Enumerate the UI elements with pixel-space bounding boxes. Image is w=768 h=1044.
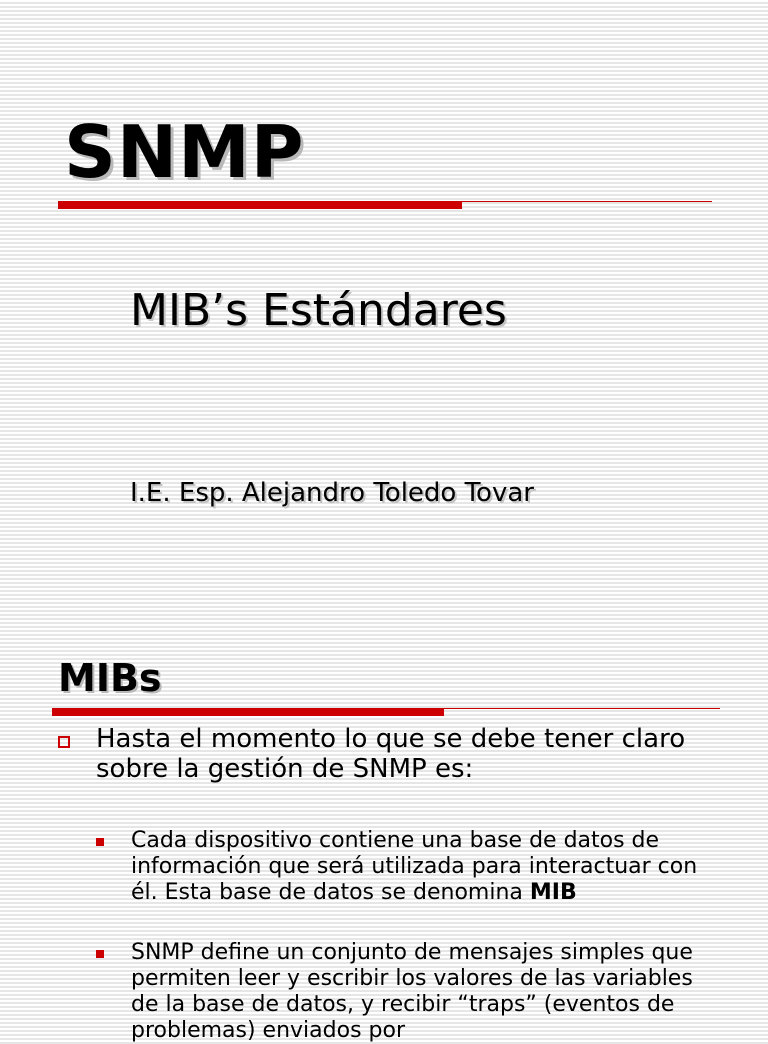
title-underline-thick [58, 201, 462, 209]
slide-subtitle: MIB’s Estándares [130, 285, 507, 336]
filled-square-bullet-icon [96, 838, 104, 846]
filled-square-bullet-icon [96, 950, 104, 958]
slide-2 [0, 640, 768, 1043]
slide-title: SNMP [64, 110, 305, 194]
title-underline-thick [52, 708, 444, 716]
slide-title: MIBs [58, 656, 162, 700]
sub-bullet-text: SNMP define un conjunto de mensajes simples que permiten leer y escribir los valores de las variables de la base de datos, y recibir “traps” (eventos de problemas) enviados por [131, 940, 693, 1043]
author-name: I.E. Esp. Alejandro Toledo Tovar [130, 478, 534, 508]
sub-bullet-text-bold: MIB [529, 880, 577, 905]
sub-bullet-text [131, 828, 721, 906]
bullet-text: Hasta el momento lo que se debe tener claro sobre la gestión de SNMP es: [96, 724, 686, 784]
sub-bullet-text-plain: Cada dispositivo contiene una base de datos de información que será utilizada para interactuar con él. Esta base de datos se denomina [131, 828, 698, 905]
title-underline-thin [462, 201, 712, 202]
title-underline-thin [444, 708, 720, 709]
hollow-square-bullet-icon [58, 736, 70, 748]
